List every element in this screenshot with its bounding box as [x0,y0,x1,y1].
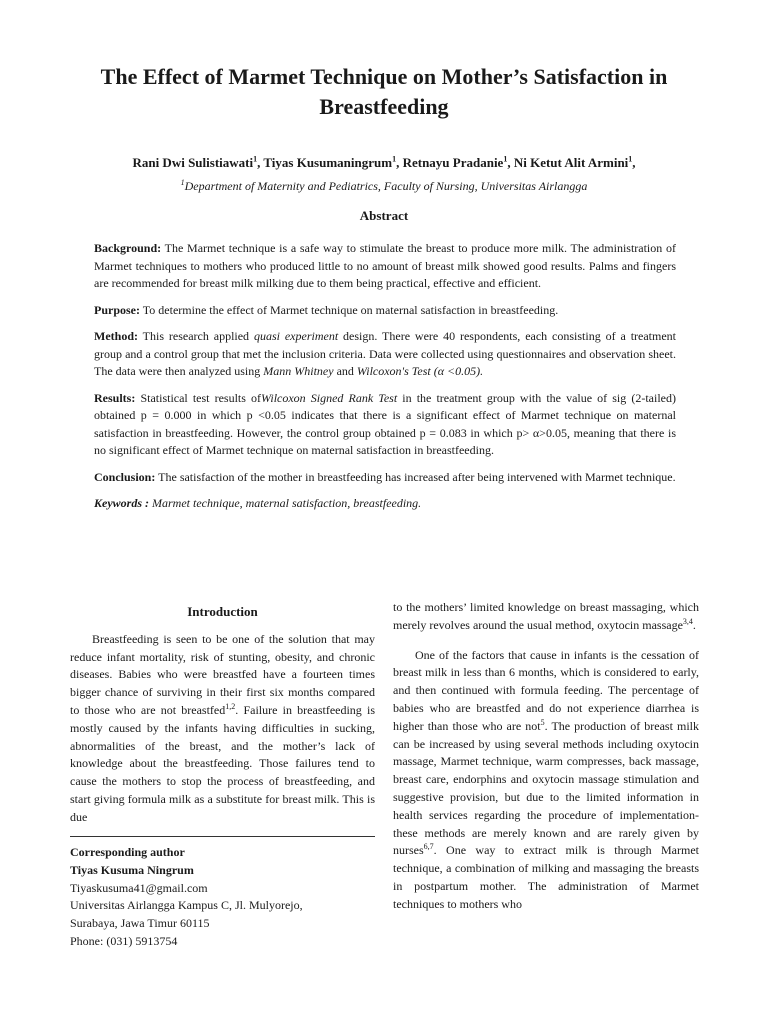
citation-sup: 5 [540,717,545,727]
purpose-text: To determine the effect of Marmet technique on maternal satisfaction in breastfeeding. [142,302,559,317]
keywords-text: Marmet technique, maternal satisfaction, breastfeeding. [152,496,422,510]
citation-sup: 3,4 [682,616,693,626]
purpose-label: Purpose: [94,302,140,317]
abstract-keywords [94,495,676,513]
results-label: Results: [94,390,136,405]
intro-text: One of the factors that cause in infants is the cessation of breast milk in less than 6 months, which is considered to early, and then continued with formula feeding. The percentage of babies who are breastfed and do not experience diarrhea is higher than those who are not [393,647,699,733]
affiliation-sup: 1 [180,178,185,187]
method-test-name: Mann Whitney [263,364,334,378]
right-column [393,599,699,914]
intro-text: . Failure in breastfeeding is mostly caused by the infants having difficulties in sucking, abnormalities of the breast, and the mother’s lack of knowledge about the breastfeeding. Those failures tend to cause the mothers to stop the process of breastfeeding, and start giving formula milk as a substitute for breast milk. This is due [70,702,375,824]
author-name: Retnayu Pradanie [402,155,504,170]
corresponding-address: Universitas Airlangga Kampus C, Jl. Mulyorejo, [70,898,303,913]
abstract-results [94,390,676,460]
background-label: Background: [94,241,162,255]
conclusion-text: The satisfaction of the mother in breastfeeding has increased after being intervened with Marmet technique. [158,469,676,484]
intro-text: to the mothers’ limited knowledge on breast massaging, which merely revolves around the usual method, oxytocin massage [393,600,699,632]
intro-paragraph [393,599,699,635]
abstract-body [94,240,676,522]
corresponding-divider [70,836,375,837]
intro-text: . One way to extract milk is through Marmet technique, a combination of milking and massaging the breasts in postpartum mother. The administration of Marmet techniques to mothers who [393,843,699,911]
left-column [70,603,375,827]
corresponding-email: Tiyaskusuma41@gmail.com [70,880,208,895]
abstract-purpose [94,302,676,320]
method-text: and [336,364,354,378]
abstract-background [94,240,676,293]
intro-text: Breastfeeding is seen to be one of the solution that may reduce infant mortality, risk of stunting, obesity, and chronic diseases. Babies who were breastfed have a fourteen times bigger chance of surviving in their first six months compared to those who are not breastfed [70,631,375,717]
abstract-heading: Abstract [359,208,409,223]
method-label: Method: [94,329,138,343]
keywords-label: Keywords : [94,496,149,510]
author-name: Rani Dwi Sulistiawati [132,155,254,170]
affiliation-text: Department of Maternity and Pediatrics, Faculty of Nursing, Universitas Airlangga [184,179,588,193]
corresponding-name: Tiyas Kusuma Ningrum [70,862,194,877]
corresponding-heading: Corresponding author [70,845,185,859]
intro-text: . The production of breast milk can be increased by using several methods including oxytocin massage, Marmet technique, warm compresses, back massage, breast care, endorphins and oxytocin massage stimulation and suggestive provision, but due to the limited information in health services regarding the procedure of implementation-these methods are merely known and are rarely given by nurses [393,718,699,858]
results-test-name: Wilcoxon Signed Rank Test [261,390,398,405]
conclusion-label: Conclusion: [94,469,156,484]
citation-sup: 1,2 [225,701,236,711]
author-name: Tiyas Kusumaningrum [263,155,393,170]
background-text: The Marmet technique is a safe way to stimulate the breast to produce more milk. The administration of Marmet techniques to mothers who produced little to no amount of breast milk showed good results. Palms and fingers are recommended for breast milk milking due to them being practical, effective and efficient. [94,241,676,290]
corresponding-author-block [70,844,375,951]
method-design: quasi experiment [253,329,339,343]
author-affil-sup: 1 [503,154,508,164]
author-affil-sup: 1 [392,154,397,164]
introduction-heading: Introduction [187,604,258,619]
paper-title: The Effect of Marmet Technique on Mother’s Satisfaction in Breastfeeding [100,64,668,119]
author-name: Ni Ketut Alit Armini [513,155,629,170]
author-affil-sup: 1 [253,154,258,164]
method-text: This research applied [142,329,250,343]
results-text: Statistical test results of [140,390,262,405]
affiliation [60,177,708,195]
intro-paragraph [70,631,375,827]
results-text: in the treatment group with the value of sig (2-tailed) obtained p = 0.000 in which p <0.05 indicates that there is a significant effect of Marmet technique on maternal satisfaction in breastfeeding. However, the control group obtained p = 0.083 in which p> α>0.05, meaning that there is no significant effect of Marmet technique on maternal satisfaction in breastfeeding. [94,390,676,457]
intro-paragraph [393,647,699,914]
method-text: design. There were 40 respondents, each consisting of a treatment group and a control group that met the inclusion criteria. Data were collected using questionnaires and observation sheet. The data were then analyzed using [94,329,677,378]
intro-text: . [692,617,696,632]
method-test-name: Wilcoxon's Test (α <0.05). [356,364,484,378]
abstract-conclusion [94,469,676,487]
citation-sup: 6,7 [423,842,434,852]
author-list: Rani Dwi Sulistiawati$^1$, Tiyas Kusumaningrum$^1$, Retnayu Pradanie$^1$, Ni Ketut Alit Armini$^1$, [132,154,636,170]
corresponding-phone: Phone: (031) 5913754 [70,933,178,948]
abstract-method [94,328,676,381]
corresponding-address: Surabaya, Jawa Timur 60115 [70,916,210,931]
author-affil-sup: 1 [628,154,633,164]
